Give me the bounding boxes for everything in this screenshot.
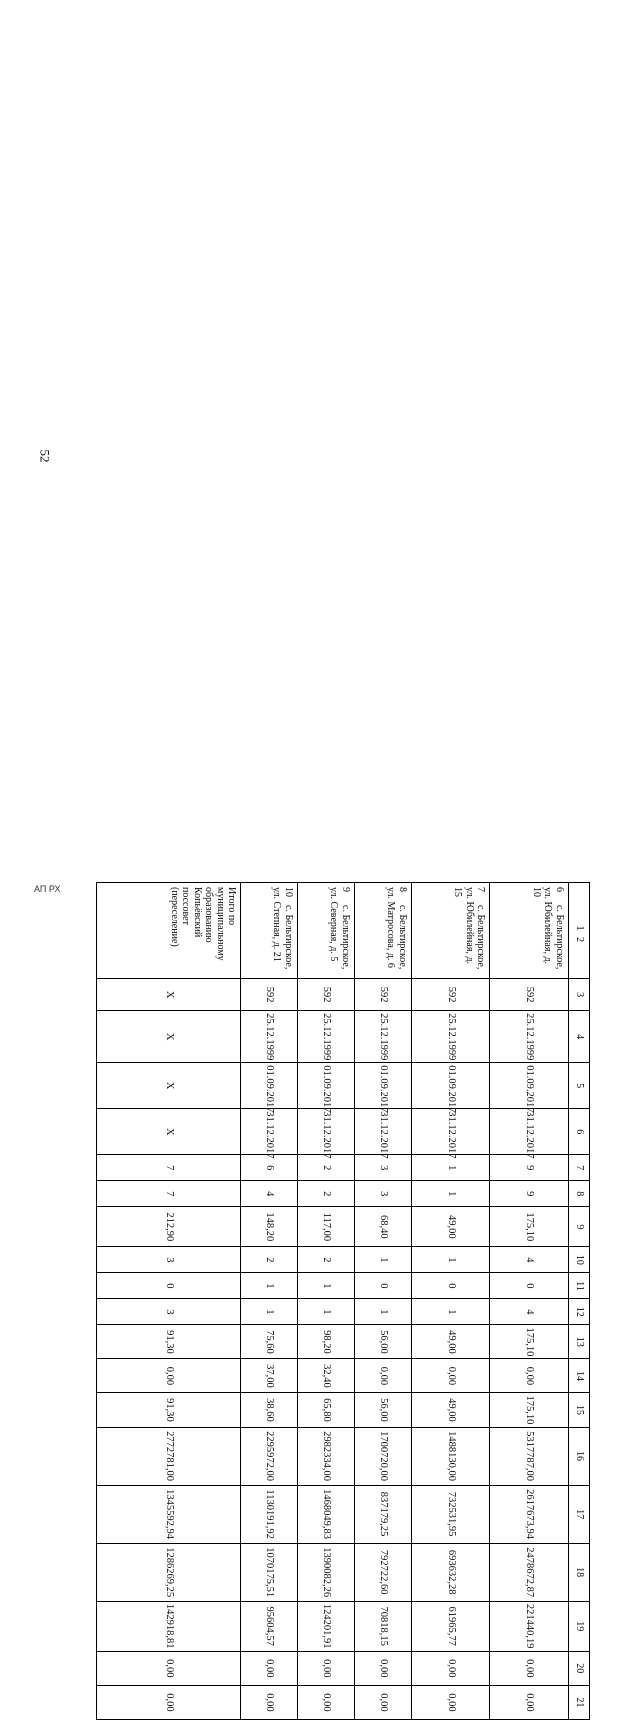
table-cell: 1: [411, 1247, 490, 1273]
address-text: с. Бельтирское, ул. Северная, д. 5: [328, 887, 351, 970]
row-number: 7: [475, 887, 487, 892]
table-cell: 1: [297, 1273, 354, 1299]
table-cell: 2478672,87: [490, 1543, 569, 1601]
table-cell: 0,00: [490, 1651, 569, 1685]
table-cell: 2617673,94: [490, 1485, 569, 1543]
column-header: 21: [569, 1685, 590, 1719]
table-cell: 49,00: [411, 1393, 490, 1427]
table-cell: 592: [297, 979, 354, 1011]
column-header: 4: [569, 1011, 590, 1063]
table-cell: 56,00: [354, 1393, 411, 1427]
table-cell: 31.12.2017: [354, 1109, 411, 1155]
table-cell: 4: [490, 1299, 569, 1325]
table-cell: 0,00: [354, 1651, 411, 1685]
table-cell: 3: [97, 1299, 241, 1325]
column-header: 7: [569, 1155, 590, 1181]
table-cell: 0: [97, 1273, 241, 1299]
table-cell: 75,60: [241, 1325, 298, 1359]
table-row: [297, 883, 354, 1720]
table-cell: 2295972,00: [241, 1427, 298, 1485]
table-cell: 9: [490, 1155, 569, 1181]
table-cell: 0,00: [411, 1685, 490, 1719]
table-cell: 0,00: [411, 1651, 490, 1685]
table-cell: X: [97, 1063, 241, 1109]
column-header-number: 1: [573, 925, 585, 931]
table-cell: 212,90: [97, 1207, 241, 1247]
table-cell: 91,30: [97, 1325, 241, 1359]
column-number-row: [569, 883, 590, 1720]
column-header: 16: [569, 1427, 590, 1485]
address-text: с. Бельтирское, ул. Юбилейная, д. 10: [531, 887, 565, 970]
table-cell: 0,00: [490, 1359, 569, 1393]
column-header: 11: [569, 1273, 590, 1299]
table-cell: 49,00: [411, 1207, 490, 1247]
table-cell: 124201,91: [297, 1601, 354, 1651]
table-cell: 142918,81: [97, 1601, 241, 1651]
column-header: 15: [569, 1393, 590, 1427]
table-cell: 175,10: [490, 1325, 569, 1359]
table-cell: 592: [490, 979, 569, 1011]
table-cell: 25.12.1999: [490, 1011, 569, 1063]
table-cell: 1: [241, 1273, 298, 1299]
table-cell: 91,30: [97, 1393, 241, 1427]
table-row: [490, 883, 569, 1720]
table-cell: 0,00: [97, 1651, 241, 1685]
table-cell: 01.09.2017: [241, 1063, 298, 1109]
table-cell: 0,00: [297, 1651, 354, 1685]
address-text: с. Бельтирское, ул. Юбилейная, д. 15: [452, 887, 487, 970]
address-cell: [411, 883, 490, 979]
table-cell: 01.09.2017: [297, 1063, 354, 1109]
table-cell: 61965,77: [411, 1601, 490, 1651]
column-header: 19: [569, 1601, 590, 1651]
column-header: 6: [569, 1109, 590, 1155]
column-header: 10: [569, 1247, 590, 1273]
column-header: 20: [569, 1651, 590, 1685]
table-cell: 1: [297, 1299, 354, 1325]
table-cell: 1390082,26: [297, 1543, 354, 1601]
row-number: 9: [339, 887, 351, 892]
table-cell: 9: [490, 1181, 569, 1207]
table-cell: 4: [241, 1181, 298, 1207]
table-cell: 117,00: [297, 1207, 354, 1247]
row-number: 6: [554, 887, 565, 892]
page-number: 52: [37, 449, 53, 463]
address-text: с. Бельтирское, ул. Матросова, д. 6: [385, 887, 408, 970]
table-cell: 25.12.1999: [241, 1011, 298, 1063]
table-cell: 837179,25: [354, 1485, 411, 1543]
table-cell: 1: [354, 1247, 411, 1273]
table-cell: 1: [241, 1299, 298, 1325]
table-cell: 0,00: [241, 1685, 298, 1719]
table-body: [97, 883, 590, 1720]
table-cell: 70818,15: [354, 1601, 411, 1651]
table-cell: 1130191,92: [241, 1485, 298, 1543]
address-cell: [297, 883, 354, 979]
table-cell: 0,00: [354, 1359, 411, 1393]
table-cell: 31.12.2017: [411, 1109, 490, 1155]
table-cell: X: [97, 1109, 241, 1155]
table-cell: 25.12.1999: [411, 1011, 490, 1063]
table-cell: 49,00: [411, 1325, 490, 1359]
address-cell: [490, 883, 569, 979]
table-cell: 68,40: [354, 1207, 411, 1247]
table-cell: 2982334,00: [297, 1427, 354, 1485]
table-cell: 0,00: [411, 1359, 490, 1393]
table-cell: 95604,57: [241, 1601, 298, 1651]
table-cell: 31.12.2017: [490, 1109, 569, 1155]
total-label: Итого по муниципальному образованию Копьёвский поссовет (переселение): [97, 883, 241, 979]
table-cell: 2772781,00: [97, 1427, 241, 1485]
table-cell: 592: [241, 979, 298, 1011]
table-cell: 0: [354, 1273, 411, 1299]
table-cell: 0: [490, 1273, 569, 1299]
table-cell: 1345592,94: [97, 1485, 241, 1543]
table-cell: 693632,28: [411, 1543, 490, 1601]
table-cell: 1468049,83: [297, 1485, 354, 1543]
table-cell: 1: [354, 1299, 411, 1325]
table-cell: 5317787,00: [490, 1427, 569, 1485]
column-header: [569, 883, 590, 979]
table-cell: 98,20: [297, 1325, 354, 1359]
table-cell: 6: [241, 1155, 298, 1181]
table-cell: 25.12.1999: [354, 1011, 411, 1063]
address-cell: [241, 883, 298, 979]
table-cell: 31.12.2017: [297, 1109, 354, 1155]
table-cell: 1: [411, 1155, 490, 1181]
table-cell: 0,00: [97, 1685, 241, 1719]
address-cell: [354, 883, 411, 979]
resettlement-table: [96, 882, 590, 1720]
table-cell: 3: [97, 1247, 241, 1273]
table-cell: 01.09.2017: [411, 1063, 490, 1109]
table-cell: 01.09.2017: [490, 1063, 569, 1109]
table-row: [411, 883, 490, 1720]
archive-stamp: АП РХ: [34, 884, 61, 894]
table-cell: 2: [297, 1247, 354, 1273]
table-cell: 4: [490, 1247, 569, 1273]
table-cell: 38,60: [241, 1393, 298, 1427]
table-cell: 148,20: [241, 1207, 298, 1247]
table-cell: 56,00: [354, 1325, 411, 1359]
table-cell: 592: [411, 979, 490, 1011]
table-cell: 0,00: [490, 1685, 569, 1719]
table-cell: 1700720,00: [354, 1427, 411, 1485]
table-cell: 175,10: [490, 1207, 569, 1247]
table-row: [241, 883, 298, 1720]
table-cell: X: [97, 1011, 241, 1063]
table-cell: 3: [354, 1181, 411, 1207]
column-header: 13: [569, 1325, 590, 1359]
column-header: 8: [569, 1181, 590, 1207]
rotated-table-frame: [96, 44, 590, 1712]
table-cell: 37,00: [241, 1359, 298, 1393]
table-cell: 1488130,00: [411, 1427, 490, 1485]
table-cell: 0: [411, 1273, 490, 1299]
column-header: 3: [569, 979, 590, 1011]
table-cell: 175,10: [490, 1393, 569, 1427]
table-cell: 0,00: [354, 1685, 411, 1719]
table-cell: 221440,19: [490, 1601, 569, 1651]
column-header-number: 2: [573, 937, 585, 943]
table-cell: 25.12.1999: [297, 1011, 354, 1063]
table-cell: 2: [297, 1155, 354, 1181]
table-row: [354, 883, 411, 1720]
table-cell: 31.12.2017: [241, 1109, 298, 1155]
table-cell: 0,00: [97, 1359, 241, 1393]
table-cell: 1286269,25: [97, 1543, 241, 1601]
table-cell: 32,40: [297, 1359, 354, 1393]
table-cell: 01.09.2017: [354, 1063, 411, 1109]
total-row: [97, 883, 241, 1720]
column-header: 9: [569, 1207, 590, 1247]
table-cell: 732531,95: [411, 1485, 490, 1543]
table-cell: 1: [411, 1181, 490, 1207]
row-number: 10: [282, 887, 294, 897]
table-cell: 792722,60: [354, 1543, 411, 1601]
column-header: 12: [569, 1299, 590, 1325]
table-cell: 2: [297, 1181, 354, 1207]
table-cell: 65,80: [297, 1393, 354, 1427]
table-cell: 2: [241, 1247, 298, 1273]
table-cell: 7: [97, 1181, 241, 1207]
table-cell: 592: [354, 979, 411, 1011]
table-cell: 3: [354, 1155, 411, 1181]
table-cell: 0,00: [297, 1685, 354, 1719]
column-header: 5: [569, 1063, 590, 1109]
row-number: 8: [396, 887, 408, 892]
table-cell: 1: [411, 1299, 490, 1325]
table-cell: X: [97, 979, 241, 1011]
table-cell: 0,00: [241, 1651, 298, 1685]
address-text: с. Бельтирское, ул. Степная, д. 21: [271, 887, 294, 970]
table-cell: 1070175,51: [241, 1543, 298, 1601]
table-cell: 7: [97, 1155, 241, 1181]
column-header: 17: [569, 1485, 590, 1543]
column-header: 18: [569, 1543, 590, 1601]
column-header: 14: [569, 1359, 590, 1393]
